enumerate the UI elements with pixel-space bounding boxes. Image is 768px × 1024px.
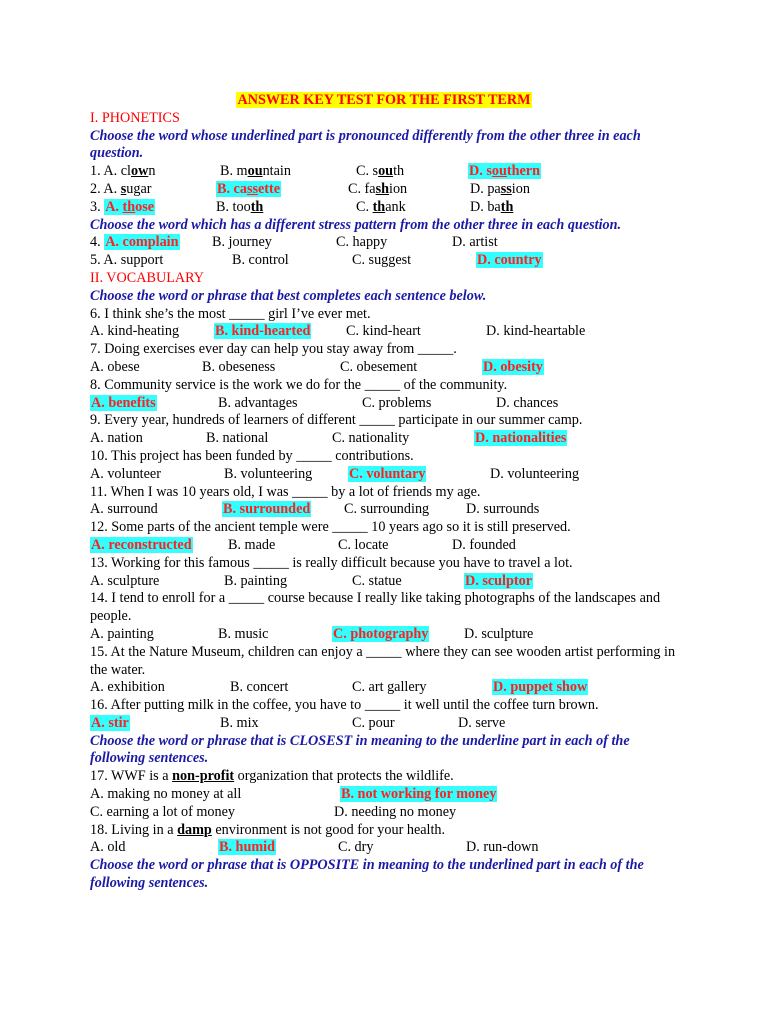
text-run: B. surrounded bbox=[223, 501, 311, 518]
options-row bbox=[90, 163, 678, 181]
text-run: A. painting bbox=[90, 625, 154, 642]
options-row bbox=[90, 537, 678, 555]
question-stem bbox=[90, 519, 678, 537]
answer-highlight bbox=[492, 679, 588, 695]
options-row bbox=[90, 626, 678, 644]
answer-option bbox=[466, 501, 539, 519]
text-run: D. sculptor bbox=[465, 572, 532, 589]
answer-highlight bbox=[222, 501, 311, 517]
text-run: B. journey bbox=[212, 234, 272, 251]
answer-option-correct bbox=[474, 430, 567, 448]
answer-highlight bbox=[90, 395, 157, 411]
text-run: environment is not good for your health. bbox=[211, 821, 446, 838]
text-run: ette bbox=[258, 180, 281, 197]
text-run: ose bbox=[135, 198, 155, 215]
text-run: D. ba bbox=[470, 198, 501, 215]
answer-option bbox=[340, 359, 417, 377]
options-row bbox=[90, 323, 678, 341]
answer-option-correct bbox=[90, 199, 155, 217]
text-run: D. chances bbox=[496, 394, 559, 411]
answer-highlight bbox=[482, 359, 544, 375]
text-run: C. suggest bbox=[352, 252, 412, 269]
text-run: C. bbox=[356, 198, 373, 215]
options-row bbox=[90, 466, 678, 484]
answer-option bbox=[230, 679, 288, 697]
answer-option bbox=[496, 395, 558, 413]
answer-highlight bbox=[476, 252, 543, 268]
text-run: B. control bbox=[232, 252, 289, 269]
text-run: 6. I think she’s the most _____ girl I’ve ever met. bbox=[90, 305, 371, 322]
text-run: 18. Living in a bbox=[90, 821, 178, 838]
underlined-text: non-profit bbox=[172, 768, 235, 785]
text-run: B. music bbox=[218, 625, 269, 642]
text-run: A. sculpture bbox=[90, 572, 160, 589]
text-run: D. artist bbox=[452, 234, 498, 251]
options-row bbox=[90, 199, 678, 217]
instruction: Choose the word or phrase that is OPPOSITE in meaning to the underlined part in each of the following sentences. bbox=[90, 857, 644, 892]
text-run: n bbox=[148, 163, 156, 180]
question-stem bbox=[90, 644, 678, 680]
underlined-text: th bbox=[250, 198, 264, 215]
text-run: B. m bbox=[220, 163, 248, 180]
text-run: D. s bbox=[469, 163, 492, 180]
question-stem bbox=[90, 697, 678, 715]
text-run: C. problems bbox=[362, 394, 432, 411]
answer-highlight bbox=[468, 163, 541, 179]
answer-option-correct bbox=[90, 395, 157, 413]
question-stem bbox=[90, 768, 678, 786]
answer-highlight bbox=[474, 430, 567, 446]
text-run: 13. Working for this famous _____ is really difficult because you have to travel a lot. bbox=[90, 554, 573, 571]
answer-option bbox=[90, 359, 140, 377]
options-row bbox=[90, 252, 678, 270]
options-row bbox=[90, 395, 678, 413]
text-run: A. bbox=[105, 198, 123, 215]
text-run: C. obesement bbox=[340, 358, 418, 375]
text-run: th bbox=[393, 163, 405, 180]
text-run: B. painting bbox=[224, 572, 288, 589]
text-run: 7. Doing exercises ever day can help you stay away from _____. bbox=[90, 341, 457, 358]
answer-highlight bbox=[104, 234, 179, 250]
text-run: A. surround bbox=[90, 501, 158, 518]
text-run: B. kind-hearted bbox=[215, 323, 311, 340]
answer-option bbox=[90, 679, 165, 697]
underlined-text: sh bbox=[375, 180, 390, 197]
answer-highlight bbox=[218, 839, 276, 855]
text-run: A. volunteer bbox=[90, 465, 161, 482]
answer-option bbox=[90, 163, 155, 181]
page-title bbox=[90, 92, 678, 110]
instruction: Choose the word or phrase that is CLOSEST in meaning to the underline part in each of the following sentences. bbox=[90, 732, 630, 767]
text-run: 5. A. support bbox=[90, 252, 164, 269]
instruction: Choose the word which has a different stress pattern from the other three in each question. bbox=[90, 216, 622, 233]
text-run: 3. bbox=[90, 198, 105, 215]
answer-option bbox=[352, 679, 426, 697]
options-row bbox=[90, 359, 678, 377]
underlined-text: th bbox=[500, 198, 514, 215]
question-stem bbox=[90, 377, 678, 395]
text-run: 14. I tend to enroll for a _____ course because I really like taking photographs of the landscapes and people. bbox=[90, 590, 661, 625]
question-stem bbox=[90, 341, 678, 359]
text-run: C. fa bbox=[348, 180, 376, 197]
instruction: Choose the word or phrase that best completes each sentence below. bbox=[90, 287, 487, 304]
options-row bbox=[90, 786, 678, 804]
options-row bbox=[90, 181, 678, 199]
answer-highlight bbox=[340, 786, 497, 802]
text-run: D. run-down bbox=[466, 839, 539, 856]
answer-option-correct bbox=[214, 323, 311, 341]
text-run: D. serve bbox=[458, 714, 506, 731]
answer-highlight bbox=[216, 181, 281, 197]
text-run: A. complain bbox=[105, 234, 179, 251]
options-row bbox=[90, 804, 678, 822]
underlined-text: th bbox=[122, 198, 136, 215]
text-run: 10. This project has been funded by _____ contributions. bbox=[90, 447, 414, 464]
text-run: D. sculpture bbox=[464, 625, 534, 642]
underlined-text: ss bbox=[246, 180, 258, 197]
underlined-text: th bbox=[372, 198, 386, 215]
text-run: D. kind-heartable bbox=[486, 323, 586, 340]
text-run: C. voluntary bbox=[349, 465, 426, 482]
text-run: C. statue bbox=[352, 572, 402, 589]
text-run: ntain bbox=[262, 163, 291, 180]
answer-option bbox=[464, 626, 533, 644]
text-run: C. dry bbox=[338, 839, 374, 856]
answer-option bbox=[332, 430, 409, 448]
answer-option bbox=[90, 252, 163, 270]
underlined-text: damp bbox=[177, 821, 212, 838]
text-run: A. reconstructed bbox=[91, 536, 192, 553]
answer-option bbox=[232, 252, 289, 270]
text-run: C. earning a lot of money bbox=[90, 803, 235, 820]
answer-option bbox=[490, 466, 579, 484]
answer-option bbox=[470, 199, 513, 217]
underlined-text: ou bbox=[491, 163, 507, 180]
text-run: thern bbox=[506, 163, 540, 180]
answer-highlight bbox=[332, 626, 429, 642]
answer-option bbox=[90, 786, 241, 804]
answer-option bbox=[356, 163, 404, 181]
text-run: B. national bbox=[206, 430, 269, 447]
text-run: 17. WWF is a bbox=[90, 768, 173, 785]
answer-option bbox=[228, 537, 275, 555]
options-row bbox=[90, 839, 678, 857]
answer-option bbox=[348, 181, 407, 199]
answer-option-correct bbox=[464, 573, 533, 591]
options-row bbox=[90, 715, 678, 733]
text-run: B. not working for money bbox=[341, 786, 497, 803]
question-stem bbox=[90, 822, 678, 840]
answer-option bbox=[90, 430, 143, 448]
text-run: 1. A. cl bbox=[90, 163, 131, 180]
text-run: A. nation bbox=[90, 430, 143, 447]
text-run: A. obese bbox=[90, 358, 140, 375]
answer-option-correct bbox=[476, 252, 543, 270]
answer-option bbox=[90, 839, 125, 857]
answer-option bbox=[356, 199, 406, 217]
answer-option-correct bbox=[90, 715, 130, 733]
options-row bbox=[90, 501, 678, 519]
answer-option bbox=[220, 715, 259, 733]
answer-option bbox=[218, 626, 268, 644]
options-row bbox=[90, 573, 678, 591]
answer-option bbox=[334, 804, 456, 822]
text-run: A. old bbox=[90, 839, 126, 856]
answer-highlight bbox=[464, 573, 533, 589]
text-run: 12. Some parts of the ancient temple were _____ 10 years ago so it is still preserved. bbox=[90, 519, 571, 536]
text-run: 8. Community service is the work we do for the _____ of the community. bbox=[90, 376, 508, 393]
underlined-text: ow bbox=[130, 163, 149, 180]
text-run: A. kind-heating bbox=[90, 323, 180, 340]
answer-option-correct bbox=[90, 537, 193, 555]
answer-option bbox=[220, 163, 291, 181]
text-run: D. nationalities bbox=[475, 430, 567, 447]
text-run: ank bbox=[385, 198, 406, 215]
question-stem bbox=[90, 590, 678, 626]
answer-option bbox=[90, 626, 154, 644]
answer-option-correct bbox=[340, 786, 497, 804]
answer-option-correct bbox=[332, 626, 429, 644]
section-heading: I. PHONETICS bbox=[90, 109, 180, 126]
answer-option bbox=[90, 181, 152, 199]
answer-option bbox=[458, 715, 505, 733]
text-run: D. volunteering bbox=[490, 465, 580, 482]
answer-option bbox=[352, 573, 402, 591]
answer-option bbox=[452, 537, 516, 555]
answer-option-correct bbox=[468, 163, 541, 181]
text-run: D. founded bbox=[452, 536, 516, 553]
text-run: D. needing no money bbox=[334, 803, 457, 820]
options-row bbox=[90, 430, 678, 448]
text-run: ugar bbox=[126, 180, 152, 197]
text-run: B. ca bbox=[217, 180, 247, 197]
answer-option-correct bbox=[492, 679, 588, 697]
text-run: B. obeseness bbox=[202, 358, 276, 375]
answer-option bbox=[90, 323, 179, 341]
text-run: 2. A. bbox=[90, 180, 121, 197]
answer-highlight bbox=[90, 537, 193, 553]
text-run: B. advantages bbox=[218, 394, 298, 411]
answer-option bbox=[224, 573, 287, 591]
question-stem bbox=[90, 306, 678, 324]
answer-highlight bbox=[90, 715, 130, 731]
text-run: 16. After putting milk in the coffee, you have to _____ it well until the coffee turn brown. bbox=[90, 697, 599, 714]
text-run: B. volunteering bbox=[224, 465, 313, 482]
answer-option bbox=[344, 501, 429, 519]
answer-option-correct bbox=[218, 839, 276, 857]
text-run: C. happy bbox=[336, 234, 388, 251]
text-run: C. kind-heart bbox=[346, 323, 421, 340]
text-run: C. nationality bbox=[332, 430, 410, 447]
underlined-text: ou bbox=[378, 163, 394, 180]
answer-highlight bbox=[214, 323, 311, 339]
answer-option-correct bbox=[222, 501, 311, 519]
text-run: ion bbox=[389, 180, 408, 197]
text-run: 4. bbox=[90, 234, 105, 251]
answer-highlight bbox=[348, 466, 426, 482]
text-run: B. humid bbox=[219, 839, 275, 856]
answer-option bbox=[338, 839, 373, 857]
answer-option-correct bbox=[482, 359, 544, 377]
answer-option-correct bbox=[216, 181, 281, 199]
text-run: C. pour bbox=[352, 714, 395, 731]
question-stem bbox=[90, 484, 678, 502]
question-stem bbox=[90, 448, 678, 466]
section-heading: II. VOCABULARY bbox=[90, 269, 205, 286]
page-title-text: ANSWER KEY TEST FOR THE FIRST TERM bbox=[237, 92, 531, 108]
text-run: B. concert bbox=[230, 679, 289, 696]
answer-option bbox=[352, 252, 411, 270]
answer-option bbox=[206, 430, 268, 448]
text-run: A. exhibition bbox=[90, 679, 165, 696]
answer-option bbox=[90, 501, 158, 519]
options-row bbox=[90, 234, 678, 252]
answer-option bbox=[352, 715, 395, 733]
text-run: 11. When I was 10 years old, I was _____ by a lot of friends my age. bbox=[90, 483, 481, 500]
text-run: B. mix bbox=[220, 714, 259, 731]
text-run: A. making no money at all bbox=[90, 786, 242, 803]
answer-option bbox=[486, 323, 585, 341]
answer-option bbox=[452, 234, 498, 252]
document-body bbox=[90, 110, 678, 893]
answer-option bbox=[90, 573, 159, 591]
text-run: 15. At the Nature Museum, children can enjoy a _____ where they can see wooden artist performing in the water. bbox=[90, 643, 676, 678]
answer-option bbox=[212, 234, 272, 252]
underlined-text: s bbox=[120, 180, 127, 197]
text-run: D. country bbox=[477, 252, 542, 269]
text-run: C. s bbox=[356, 163, 379, 180]
text-run: D. pa bbox=[470, 180, 501, 197]
answer-option bbox=[338, 537, 388, 555]
instruction: Choose the word whose underlined part is pronounced differently from the other three in each question. bbox=[90, 127, 641, 162]
answer-option bbox=[362, 395, 431, 413]
text-run: C. locate bbox=[338, 536, 389, 553]
answer-option-correct bbox=[348, 466, 426, 484]
text-run: ion bbox=[511, 180, 530, 197]
text-run: organization that protects the wildlife. bbox=[234, 768, 454, 785]
underlined-text: ss bbox=[500, 180, 512, 197]
answer-option bbox=[336, 234, 387, 252]
text-run: D. puppet show bbox=[493, 679, 588, 696]
text-run: A. stir bbox=[91, 714, 129, 731]
text-run: D. surrounds bbox=[466, 501, 540, 518]
text-run: B. made bbox=[228, 536, 276, 553]
text-run: C. photography bbox=[333, 625, 429, 642]
answer-option bbox=[466, 839, 539, 857]
underlined-text: ou bbox=[247, 163, 263, 180]
text-run: A. benefits bbox=[91, 394, 156, 411]
text-run: C. art gallery bbox=[352, 679, 427, 696]
question-stem bbox=[90, 412, 678, 430]
text-run: 9. Every year, hundreds of learners of different _____ participate in our summer camp. bbox=[90, 412, 583, 429]
answer-option bbox=[202, 359, 275, 377]
answer-option bbox=[346, 323, 421, 341]
answer-option bbox=[216, 199, 263, 217]
text-run: B. too bbox=[216, 198, 251, 215]
answer-option-correct bbox=[90, 234, 180, 252]
text-run: C. surrounding bbox=[344, 501, 430, 518]
answer-option bbox=[90, 804, 235, 822]
answer-option bbox=[470, 181, 530, 199]
answer-highlight bbox=[104, 199, 155, 215]
question-stem bbox=[90, 555, 678, 573]
text-run: D. obesity bbox=[483, 358, 543, 375]
answer-option bbox=[218, 395, 298, 413]
answer-option bbox=[224, 466, 312, 484]
answer-option bbox=[90, 466, 161, 484]
options-row bbox=[90, 679, 678, 697]
